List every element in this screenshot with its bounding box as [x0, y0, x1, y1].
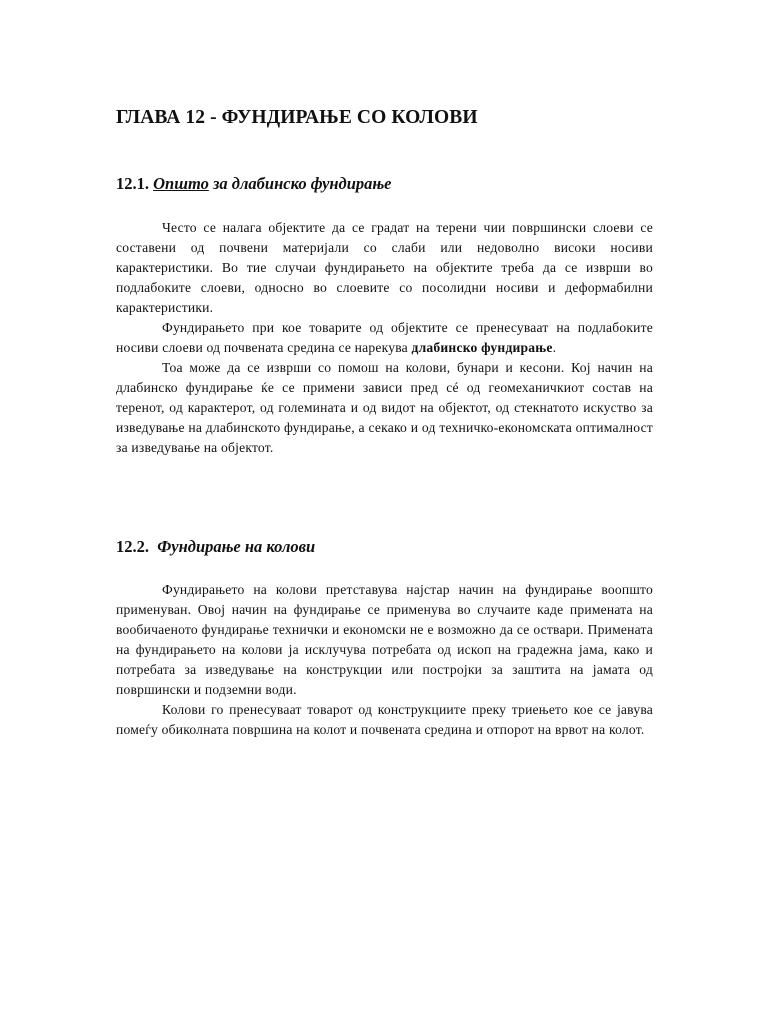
section-title-underlined: Општо — [153, 174, 209, 193]
paragraph: Фундирањето на колови претставува најстар начин на фундирање воопшто применуван. Овој начин на фундирање се применува во случаите каде примената на вообичаеното фундирање технички и економски не е возможно да се оствари. Примената на фундирањето на колови ја исклучува потребата од ископ на градежна јама, како и потребата за изведување на конструкции или постројки за заштита на јамата од површински и подземни води. — [116, 582, 653, 697]
section-title: Фундирање на колови — [157, 537, 316, 556]
chapter-title: ГЛАВА 12 - ФУНДИРАЊЕ СО КОЛОВИ — [116, 107, 478, 128]
section-body-12-1 — [116, 218, 653, 458]
paragraph — [116, 318, 653, 358]
section-number: 12.2. — [116, 537, 149, 556]
section-heading-12-2 — [116, 537, 315, 557]
section-title-rest: за длабинско фундирање — [208, 174, 392, 193]
paragraph: Тоа може да се изврши со помош на колови, бунари и кесони. Кој начин на длабинско фундирање ќе се примени зависи пред сé од геомеханичкиот состав на теренот, од карактерот, од големината и од видот на објектот, од стекнатото искуство за изведување на длабинското фундирање, а секако и од техничко-економската оптималност за изведување на објектот. — [116, 360, 653, 455]
section-body-12-2 — [116, 580, 653, 740]
defined-term: длабинско фундирање — [411, 340, 553, 355]
section-heading-12-1 — [116, 174, 392, 194]
section-number: 12.1. — [116, 174, 149, 193]
paragraph-text: . — [552, 340, 557, 355]
paragraph-text: Фундирањето при кое товарите од објектите се пренесуваат на подлабоките носиви слоеви од почвената средина се нарекува — [116, 320, 653, 355]
paragraph: Колови го пренесуваат товарот од конструкциите преку триењето кое се јавува помеѓу обиколната површина на колот и почвената средина и отпорот на врвот на колот. — [116, 702, 653, 737]
paragraph: Често се налага објектите да се градат на терени чии површински слоеви се составени од почвени материјали со слаби или недоволно високи носиви карактеристики. Во тие случаи фундирањето на објектите треба да се изврши во подлабоките слоеви, односно во слоевите со посолидни носиви и деформабилни карактеристики. — [116, 220, 653, 315]
